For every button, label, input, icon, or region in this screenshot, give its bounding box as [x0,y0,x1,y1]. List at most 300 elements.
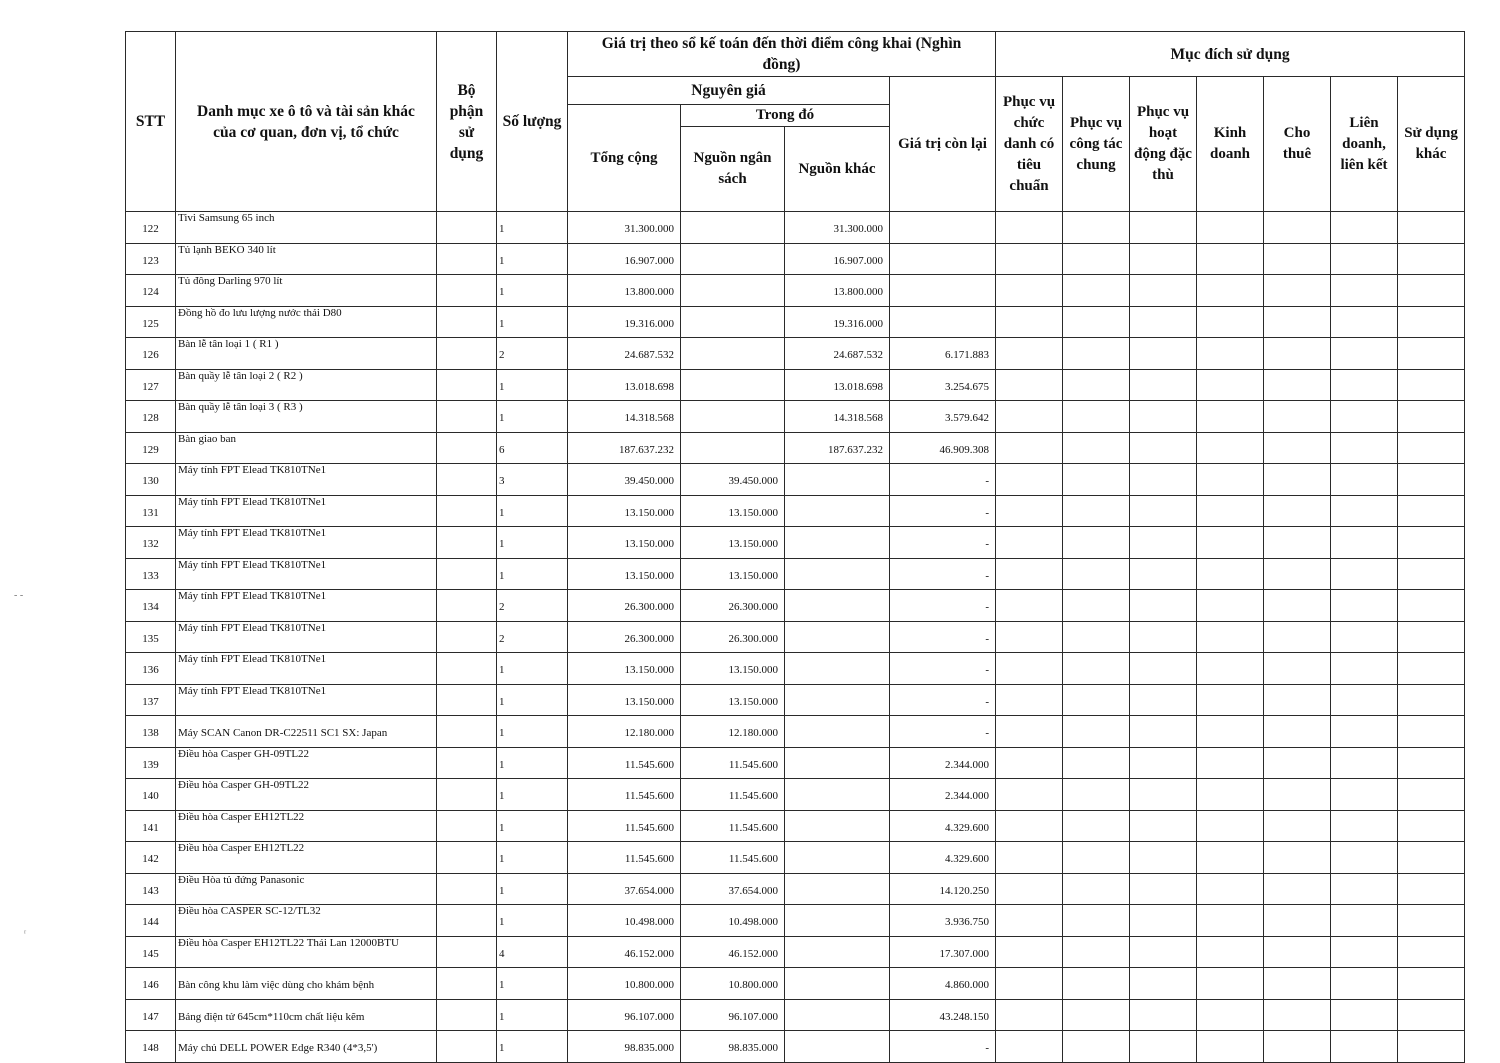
row-item-name: Điều hòa Casper GH-09TL22 [176,779,437,811]
row-purpose-joint [1331,212,1398,244]
row-purpose-title [996,495,1063,527]
row-purpose-title [996,873,1063,905]
row-department [437,653,497,685]
row-purpose-special [1130,243,1197,275]
row-stt: 128 [126,401,176,433]
row-purpose-special [1130,905,1197,937]
row-department [437,464,497,496]
row-purpose-special [1130,464,1197,496]
row-other-source [785,495,890,527]
table-body [126,212,1465,1063]
row-budget-source: 26.300.000 [681,621,785,653]
row-department [437,527,497,559]
row-purpose-other [1398,905,1465,937]
row-other-source [785,558,890,590]
row-purpose-special [1130,747,1197,779]
row-quantity: 1 [497,401,568,433]
table-row [126,779,1465,811]
row-budget-source [681,338,785,370]
row-stt: 147 [126,999,176,1031]
row-total: 13.150.000 [568,558,681,590]
row-quantity: 6 [497,432,568,464]
table-row [126,432,1465,464]
row-purpose-joint [1331,527,1398,559]
row-purpose-business [1197,432,1264,464]
row-purpose-other [1398,432,1465,464]
header-gia-tri-con-lai: Giá trị còn lại [890,77,996,212]
row-remaining-value: - [890,464,996,496]
row-item-name: Tủ đông Darling 970 lít [176,275,437,307]
row-remaining-value: 2.344.000 [890,747,996,779]
row-purpose-general [1063,621,1130,653]
row-quantity: 2 [497,590,568,622]
row-stt: 135 [126,621,176,653]
row-remaining-value: 46.909.308 [890,432,996,464]
row-purpose-rent [1264,779,1331,811]
row-stt: 122 [126,212,176,244]
row-purpose-rent [1264,716,1331,748]
row-purpose-special [1130,527,1197,559]
header-phuc-vu-chuc-danh: Phục vụ chức danh có tiêu chuẩn [996,77,1063,212]
row-purpose-title [996,716,1063,748]
row-total: 187.637.232 [568,432,681,464]
row-purpose-business [1197,306,1264,338]
row-quantity: 1 [497,527,568,559]
row-total: 39.450.000 [568,464,681,496]
row-budget-source [681,306,785,338]
row-quantity: 2 [497,338,568,370]
row-purpose-other [1398,369,1465,401]
row-purpose-special [1130,212,1197,244]
row-purpose-general [1063,464,1130,496]
row-budget-source [681,432,785,464]
row-other-source [785,873,890,905]
row-purpose-special [1130,653,1197,685]
row-item-name: Máy tính FPT Elead TK810TNe1 [176,527,437,559]
header-nguon-khac: Nguồn khác [785,127,890,212]
row-purpose-special [1130,495,1197,527]
row-purpose-rent [1264,464,1331,496]
row-stt: 141 [126,810,176,842]
row-item-name: Bàn lễ tân loại 1 ( R1 ) [176,338,437,370]
row-stt: 132 [126,527,176,559]
row-stt: 139 [126,747,176,779]
row-purpose-general [1063,275,1130,307]
row-purpose-rent [1264,936,1331,968]
row-total: 13.150.000 [568,495,681,527]
header-muc-dich: Mục đích sử dụng [996,32,1465,77]
table-row [126,873,1465,905]
row-remaining-value: 4.329.600 [890,842,996,874]
row-department [437,716,497,748]
row-department [437,684,497,716]
row-purpose-special [1130,873,1197,905]
row-purpose-business [1197,527,1264,559]
row-item-name: Bàn giao ban [176,432,437,464]
row-budget-source: 11.545.600 [681,779,785,811]
row-other-source [785,716,890,748]
row-total: 11.545.600 [568,779,681,811]
row-quantity: 1 [497,779,568,811]
row-item-name: Tivi Samsung 65 inch [176,212,437,244]
row-remaining-value: - [890,558,996,590]
row-purpose-joint [1331,905,1398,937]
row-remaining-value: 3.579.642 [890,401,996,433]
table-row [126,338,1465,370]
row-purpose-business [1197,590,1264,622]
row-purpose-general [1063,338,1130,370]
row-purpose-rent [1264,275,1331,307]
row-purpose-joint [1331,401,1398,433]
row-purpose-business [1197,968,1264,1000]
scan-mark: ‐ ‑ [14,590,24,601]
row-purpose-title [996,968,1063,1000]
row-remaining-value: 14.120.250 [890,873,996,905]
row-purpose-joint [1331,369,1398,401]
row-budget-source: 39.450.000 [681,464,785,496]
row-other-source [785,527,890,559]
row-item-name: Bảng điện tử 645cm*110cm chất liệu kẽm [176,999,437,1031]
row-total: 46.152.000 [568,936,681,968]
row-item-name: Máy tính FPT Elead TK810TNe1 [176,653,437,685]
row-purpose-title [996,464,1063,496]
row-purpose-special [1130,716,1197,748]
row-purpose-other [1398,968,1465,1000]
row-total: 10.800.000 [568,968,681,1000]
row-quantity: 1 [497,905,568,937]
table-row [126,495,1465,527]
row-purpose-other [1398,306,1465,338]
table-row [126,243,1465,275]
table-row [126,401,1465,433]
row-stt: 136 [126,653,176,685]
table-row [126,810,1465,842]
row-purpose-special [1130,936,1197,968]
row-purpose-business [1197,369,1264,401]
row-purpose-title [996,1031,1063,1063]
header-lien-doanh: Liên doanh, liên kết [1331,77,1398,212]
row-purpose-rent [1264,747,1331,779]
row-remaining-value: 3.254.675 [890,369,996,401]
row-quantity: 1 [497,275,568,307]
row-purpose-special [1130,590,1197,622]
row-stt: 148 [126,1031,176,1063]
row-budget-source [681,369,785,401]
row-item-name: Điều Hòa tủ đứng Panasonic [176,873,437,905]
row-item-name: Bàn công khu làm việc dùng cho khám bệnh [176,968,437,1000]
row-purpose-joint [1331,968,1398,1000]
row-total: 24.687.532 [568,338,681,370]
row-purpose-special [1130,1031,1197,1063]
row-total: 26.300.000 [568,590,681,622]
row-department [437,275,497,307]
row-quantity: 3 [497,464,568,496]
row-purpose-other [1398,684,1465,716]
row-purpose-title [996,275,1063,307]
row-stt: 144 [126,905,176,937]
row-purpose-rent [1264,873,1331,905]
row-stt: 140 [126,779,176,811]
row-purpose-joint [1331,747,1398,779]
row-total: 12.180.000 [568,716,681,748]
header-trong-do: Trong đó [681,105,890,127]
row-purpose-general [1063,779,1130,811]
row-purpose-title [996,905,1063,937]
row-purpose-other [1398,747,1465,779]
row-purpose-rent [1264,432,1331,464]
row-purpose-business [1197,275,1264,307]
table-row [126,212,1465,244]
row-purpose-special [1130,369,1197,401]
row-purpose-general [1063,1031,1130,1063]
row-other-source [785,936,890,968]
row-remaining-value: 4.860.000 [890,968,996,1000]
row-purpose-business [1197,747,1264,779]
row-other-source [785,999,890,1031]
row-quantity: 1 [497,684,568,716]
row-purpose-general [1063,873,1130,905]
row-purpose-other [1398,401,1465,433]
row-other-source: 31.300.000 [785,212,890,244]
row-total: 13.150.000 [568,527,681,559]
row-purpose-other [1398,275,1465,307]
row-purpose-rent [1264,306,1331,338]
table-row [126,369,1465,401]
row-remaining-value: 3.936.750 [890,905,996,937]
row-item-name: Tủ lạnh BEKO 340 lít [176,243,437,275]
row-purpose-general [1063,558,1130,590]
table-row [126,905,1465,937]
row-other-source [785,842,890,874]
row-remaining-value: - [890,716,996,748]
table-row [126,684,1465,716]
row-quantity: 1 [497,369,568,401]
row-purpose-general [1063,684,1130,716]
row-purpose-special [1130,275,1197,307]
header-kinh-doanh: Kinh doanh [1197,77,1264,212]
row-purpose-business [1197,621,1264,653]
row-purpose-joint [1331,432,1398,464]
row-purpose-other [1398,527,1465,559]
row-stt: 142 [126,842,176,874]
row-purpose-title [996,779,1063,811]
row-purpose-general [1063,401,1130,433]
row-department [437,590,497,622]
row-department [437,936,497,968]
header-bo-phan: Bộ phận sử dụng [437,32,497,212]
row-department [437,401,497,433]
row-purpose-joint [1331,810,1398,842]
row-stt: 124 [126,275,176,307]
row-remaining-value: 2.344.000 [890,779,996,811]
row-purpose-general [1063,936,1130,968]
row-purpose-business [1197,401,1264,433]
row-item-name: Máy tính FPT Elead TK810TNe1 [176,684,437,716]
row-other-source [785,810,890,842]
table-row [126,716,1465,748]
row-purpose-joint [1331,653,1398,685]
row-department [437,495,497,527]
row-other-source [785,464,890,496]
row-remaining-value: - [890,527,996,559]
row-purpose-joint [1331,1031,1398,1063]
row-purpose-business [1197,684,1264,716]
row-remaining-value: - [890,653,996,685]
row-department [437,621,497,653]
row-budget-source: 96.107.000 [681,999,785,1031]
row-purpose-general [1063,653,1130,685]
row-purpose-joint [1331,338,1398,370]
row-stt: 129 [126,432,176,464]
row-other-source [785,747,890,779]
row-total: 13.150.000 [568,684,681,716]
row-item-name: Điều hòa Casper GH-09TL22 [176,747,437,779]
row-stt: 134 [126,590,176,622]
row-department [437,212,497,244]
row-purpose-title [996,401,1063,433]
row-item-name: Điều hòa Casper EH12TL22 [176,842,437,874]
row-purpose-special [1130,338,1197,370]
row-purpose-joint [1331,558,1398,590]
header-so-luong: Số lượng [497,32,568,212]
row-quantity: 4 [497,936,568,968]
row-other-source: 187.637.232 [785,432,890,464]
row-purpose-other [1398,810,1465,842]
row-purpose-business [1197,1031,1264,1063]
header-phuc-vu-cong-tac: Phục vụ công tác chung [1063,77,1130,212]
row-purpose-business [1197,212,1264,244]
row-purpose-other [1398,936,1465,968]
table-row [126,1031,1465,1063]
row-stt: 138 [126,716,176,748]
row-remaining-value: 43.248.150 [890,999,996,1031]
row-purpose-business [1197,464,1264,496]
row-item-name: Máy SCAN Canon DR-C22511 SC1 SX: Japan [176,716,437,748]
row-purpose-business [1197,558,1264,590]
row-department [437,369,497,401]
row-remaining-value: 17.307.000 [890,936,996,968]
row-purpose-special [1130,842,1197,874]
row-other-source [785,684,890,716]
row-budget-source: 12.180.000 [681,716,785,748]
table-row [126,653,1465,685]
row-purpose-other [1398,590,1465,622]
row-budget-source: 98.835.000 [681,1031,785,1063]
row-quantity: 1 [497,842,568,874]
row-purpose-business [1197,936,1264,968]
row-total: 37.654.000 [568,873,681,905]
row-purpose-business [1197,873,1264,905]
row-quantity: 1 [497,873,568,905]
row-stt: 131 [126,495,176,527]
row-purpose-rent [1264,842,1331,874]
row-purpose-title [996,212,1063,244]
row-purpose-title [996,369,1063,401]
table-row [126,527,1465,559]
row-quantity: 1 [497,243,568,275]
row-remaining-value: - [890,1031,996,1063]
row-remaining-value [890,306,996,338]
table-row [126,999,1465,1031]
row-purpose-title [996,432,1063,464]
row-purpose-joint [1331,779,1398,811]
row-purpose-other [1398,464,1465,496]
row-quantity: 1 [497,747,568,779]
row-purpose-special [1130,968,1197,1000]
row-item-name: Bàn quầy lễ tân loại 2 ( R2 ) [176,369,437,401]
row-purpose-rent [1264,558,1331,590]
row-total: 98.835.000 [568,1031,681,1063]
row-purpose-general [1063,842,1130,874]
row-department [437,432,497,464]
row-purpose-general [1063,306,1130,338]
row-purpose-business [1197,716,1264,748]
row-purpose-other [1398,338,1465,370]
row-purpose-general [1063,495,1130,527]
row-purpose-title [996,999,1063,1031]
row-other-source [785,621,890,653]
row-quantity: 1 [497,968,568,1000]
row-department [437,747,497,779]
row-purpose-other [1398,243,1465,275]
row-budget-source: 11.545.600 [681,842,785,874]
table-row [126,936,1465,968]
row-purpose-rent [1264,905,1331,937]
row-purpose-title [996,747,1063,779]
row-item-name: Bàn quầy lễ tân loại 3 ( R3 ) [176,401,437,433]
row-purpose-joint [1331,684,1398,716]
row-budget-source: 37.654.000 [681,873,785,905]
row-purpose-rent [1264,243,1331,275]
row-purpose-rent [1264,527,1331,559]
row-item-name: Điều hòa CASPER SC-12/TL32 [176,905,437,937]
row-purpose-special [1130,621,1197,653]
row-total: 14.318.568 [568,401,681,433]
row-total: 11.545.600 [568,747,681,779]
row-department [437,306,497,338]
row-purpose-special [1130,432,1197,464]
scan-mark: ʳ [24,928,27,939]
row-quantity: 1 [497,495,568,527]
row-purpose-business [1197,338,1264,370]
row-budget-source [681,243,785,275]
table-row [126,747,1465,779]
row-budget-source [681,275,785,307]
row-stt: 137 [126,684,176,716]
row-purpose-title [996,810,1063,842]
asset-table [125,31,1465,1063]
table-row [126,842,1465,874]
row-purpose-other [1398,495,1465,527]
row-remaining-value: 6.171.883 [890,338,996,370]
row-remaining-value: - [890,621,996,653]
row-purpose-special [1130,810,1197,842]
row-item-name: Điều hòa Casper EH12TL22 [176,810,437,842]
row-department [437,905,497,937]
row-stt: 145 [126,936,176,968]
row-purpose-title [996,936,1063,968]
row-purpose-special [1130,306,1197,338]
row-purpose-general [1063,369,1130,401]
row-purpose-title [996,621,1063,653]
row-purpose-title [996,306,1063,338]
row-budget-source: 13.150.000 [681,558,785,590]
row-stt: 123 [126,243,176,275]
row-purpose-title [996,527,1063,559]
row-other-source [785,905,890,937]
row-total: 16.907.000 [568,243,681,275]
row-other-source: 13.018.698 [785,369,890,401]
